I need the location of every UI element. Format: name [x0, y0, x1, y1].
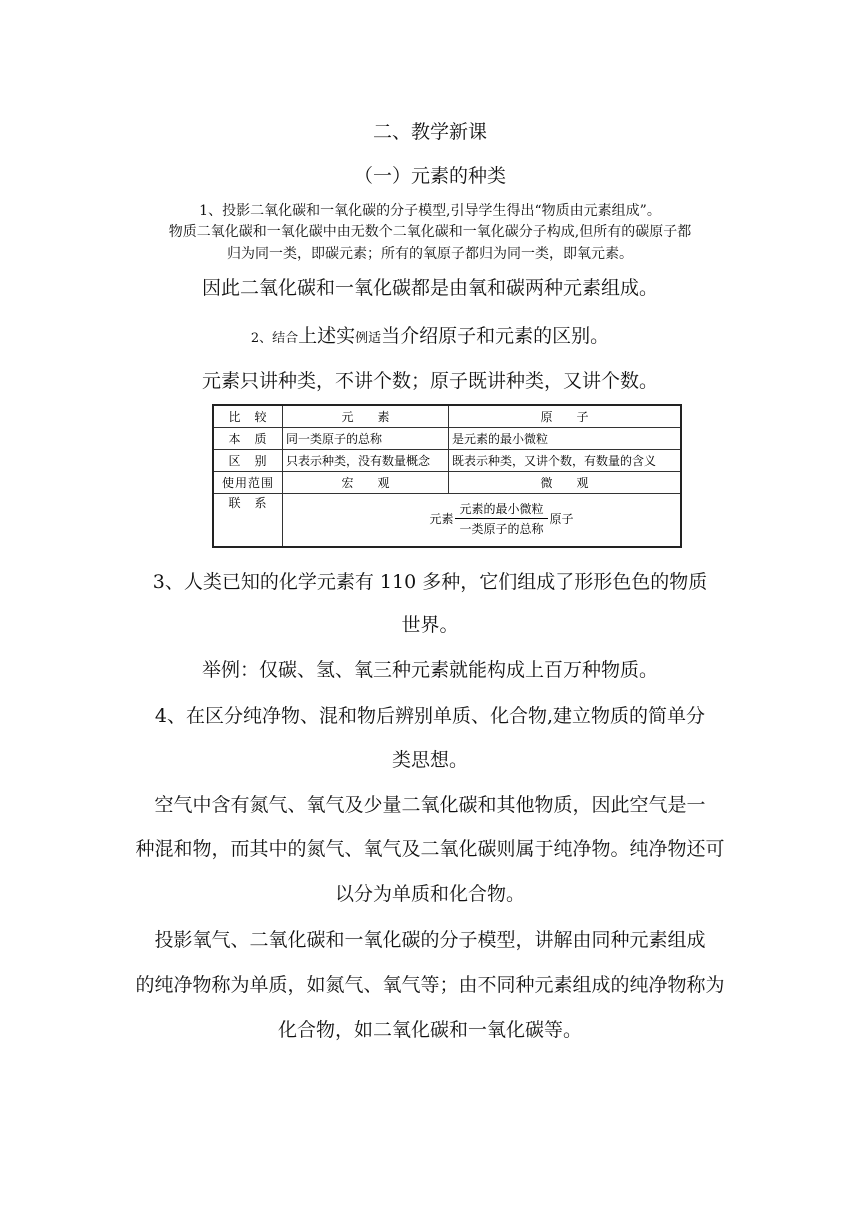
relation-top: 元素的最小微粒	[455, 500, 547, 519]
table-row-label: 区 别	[213, 450, 283, 472]
subsection-title: （一）元素的种类	[353, 165, 506, 187]
table-cell: 微 观	[448, 472, 681, 494]
item4-line1: 4、在区分纯净物、混和物后辨别单质、化合物,建立物质的简单分	[154, 705, 706, 727]
item3-line1: 3、人类已知的化学元素有 110 多种，它们组成了形形色色的物质	[152, 571, 708, 593]
item4-para2-line3: 化合物，如二氧化碳和一氧化碳等。	[277, 1019, 582, 1041]
table-cell: 同一类原子的总称	[283, 428, 449, 450]
table-cell: 既表示种类，又讲个数，有数量的含义	[448, 450, 681, 472]
item1-line2: 物质二氧化碳和一氧化碳中由无数个二氧化碳和一氧化碳分子构成,但所有的碳原子都	[168, 224, 692, 240]
table-cell: 宏 观	[283, 472, 449, 494]
item4-para1-line1: 空气中含有氮气、氧气及少量二氧化碳和其他物质，因此空气是一	[154, 794, 706, 816]
item3-example: 举例：仅碳、氢、氧三种元素就能构成上百万种物质。	[201, 659, 658, 681]
item1-line3: 归为同一类，即碳元素；所有的氧原子都归为同一类，即氧元素。	[227, 246, 633, 262]
table-header-cell: 比 较	[213, 405, 283, 428]
item4-para2-line2: 的纯净物称为单质，如氮气、氧气等；由不同种元素组成的纯净物称为	[135, 974, 725, 996]
table-row	[213, 428, 681, 450]
section-title: 二、教学新课	[372, 121, 487, 143]
table-header-cell: 元 素	[283, 405, 449, 428]
relation-left: 元素	[429, 512, 454, 526]
relation-right: 原子	[549, 512, 574, 526]
item2-part-c: 例适	[355, 331, 382, 346]
table-row-label: 联 系	[213, 494, 283, 548]
relation-cell	[283, 494, 682, 548]
item1-line1: 1、投影二氧化碳和一氧化碳的分子模型,引导学生得出“物质由元素组成”。	[199, 203, 661, 219]
table-row	[213, 494, 681, 548]
item4-para1-line3: 以分为单质和化合物。	[334, 883, 525, 905]
relation-fraction	[455, 500, 547, 537]
table-header-cell: 原 子	[448, 405, 681, 428]
item2-part-a: 2、结合	[250, 331, 299, 346]
item3-line2: 世界。	[401, 614, 459, 636]
item2-heading	[0, 321, 860, 348]
item4-line2: 类思想。	[391, 749, 468, 771]
item2-part-b: 上述实	[298, 325, 356, 347]
relation-diagram	[326, 500, 677, 537]
table-cell: 只表示种类，没有数量概念	[283, 450, 449, 472]
item4-para2-line1: 投影氧气、二氧化碳和一氧化碳的分子模型，讲解由同种元素组成	[154, 929, 706, 951]
relation-bottom: 一类原子的总称	[459, 522, 544, 536]
item1-conclusion: 因此二氧化碳和一氧化碳都是由氧和碳两种元素组成。	[201, 277, 658, 299]
table-row-label: 使用范围	[213, 472, 283, 494]
table-row-label: 本 质	[213, 428, 283, 450]
item2-summary: 元素只讲种类，不讲个数；原子既讲种类，又讲个数。	[201, 370, 658, 392]
item2-part-d: 当介绍原子和元素的区别。	[381, 325, 610, 347]
table-header-row	[213, 405, 681, 428]
item4-para1-line2: 种混和物，而其中的氮气、氧气及二氧化碳则属于纯净物。纯净物还可	[135, 838, 725, 860]
table-row	[213, 450, 681, 472]
table-row	[213, 472, 681, 494]
table-cell: 是元素的最小微粒	[448, 428, 681, 450]
comparison-table	[212, 404, 682, 548]
